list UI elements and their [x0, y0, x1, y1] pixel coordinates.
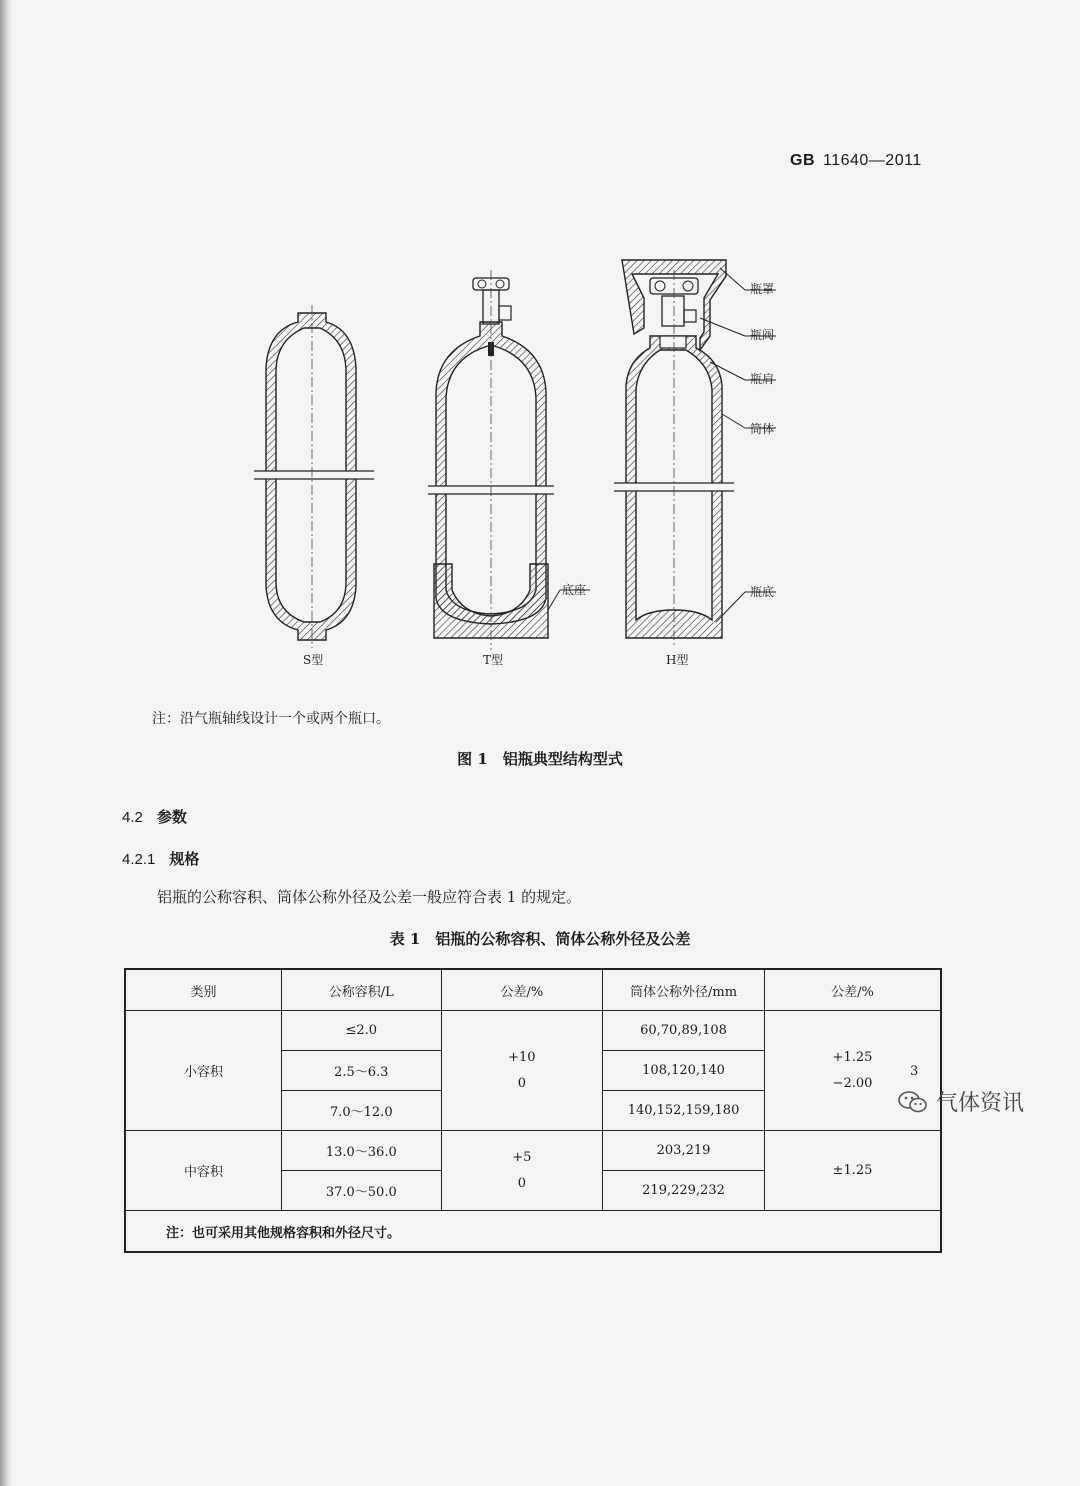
figure-note: 注：沿气瓶轴线设计一个或两个瓶口。: [152, 711, 390, 727]
label-body: 筒体: [750, 422, 775, 436]
label-h-type: H型: [666, 653, 689, 667]
t-type-cylinder: [428, 270, 554, 650]
diameter-tolerance-medium: ±1.25: [764, 1131, 941, 1211]
header-volume: 公称容积/L: [282, 969, 442, 1011]
label-cap: 瓶罩: [750, 282, 775, 296]
label-base: 底座: [562, 583, 587, 597]
header-volume-tolerance: 公差/%: [441, 969, 603, 1011]
diameter-cell: 140,152,159,180: [603, 1091, 765, 1131]
diameter-cell: 203,219: [603, 1131, 765, 1171]
table-caption: 表 1 铝瓶的公称容积、筒体公称外径及公差: [389, 930, 691, 948]
label-s-type: S型: [303, 653, 324, 667]
label-shoulder: 瓶肩: [750, 372, 775, 386]
label-valve: 瓶阀: [750, 328, 775, 342]
diameter-cell: 60,70,89,108: [603, 1011, 765, 1051]
header-diameter-tolerance: 公差/%: [764, 969, 941, 1011]
standard-number: GB 11640—2011: [790, 152, 922, 169]
diameter-cell: 108,120,140: [603, 1051, 765, 1091]
category-medium: 中容积: [125, 1131, 282, 1211]
cylinder-figure: [230, 250, 810, 680]
scan-edge-shadow: [0, 0, 12, 1486]
s-type-cylinder: [254, 305, 374, 648]
volume-tolerance-small: +10 0: [441, 1011, 603, 1131]
header-diameter: 筒体公称外径/mm: [603, 969, 765, 1011]
table-row: [125, 1131, 941, 1171]
label-t-type: T型: [483, 653, 504, 667]
table-header-row: [125, 969, 941, 1011]
table-note-row: [125, 1211, 941, 1253]
volume-cell: 13.0～36.0: [282, 1131, 442, 1171]
volume-tolerance-medium: +5 0: [441, 1131, 603, 1211]
h-type-cylinder: [614, 260, 734, 646]
section-4-2: 4.2 参数: [122, 808, 187, 826]
table-row: [125, 1011, 941, 1051]
section-4-2-1: 4.2.1 规格: [122, 850, 200, 868]
volume-cell: 7.0～12.0: [282, 1091, 442, 1131]
spec-table: [124, 968, 942, 1253]
volume-cell: 37.0～50.0: [282, 1171, 442, 1211]
body-paragraph: 铝瓶的公称容积、筒体公称外径及公差一般应符合表 1 的规定。: [157, 888, 582, 906]
volume-cell: 2.5～6.3: [282, 1051, 442, 1091]
figure-caption: 图 1 铝瓶典型结构型式: [457, 750, 623, 768]
header-category: 类别: [125, 969, 282, 1011]
cylinder-drawings: [230, 250, 810, 680]
category-small: 小容积: [125, 1011, 282, 1131]
wechat-icon: [898, 1090, 928, 1114]
page-number: 3: [910, 1064, 919, 1079]
label-bottom: 瓶底: [750, 585, 775, 599]
diameter-tolerance-small: +1.25 −2.00: [764, 1011, 941, 1131]
volume-cell: ≤2.0: [282, 1011, 442, 1051]
diameter-cell: 219,229,232: [603, 1171, 765, 1211]
table-note: 注：也可采用其他规格容积和外径尺寸。: [125, 1211, 941, 1253]
watermark: [898, 1086, 1024, 1117]
watermark-text: 气体资讯: [936, 1091, 1025, 1116]
